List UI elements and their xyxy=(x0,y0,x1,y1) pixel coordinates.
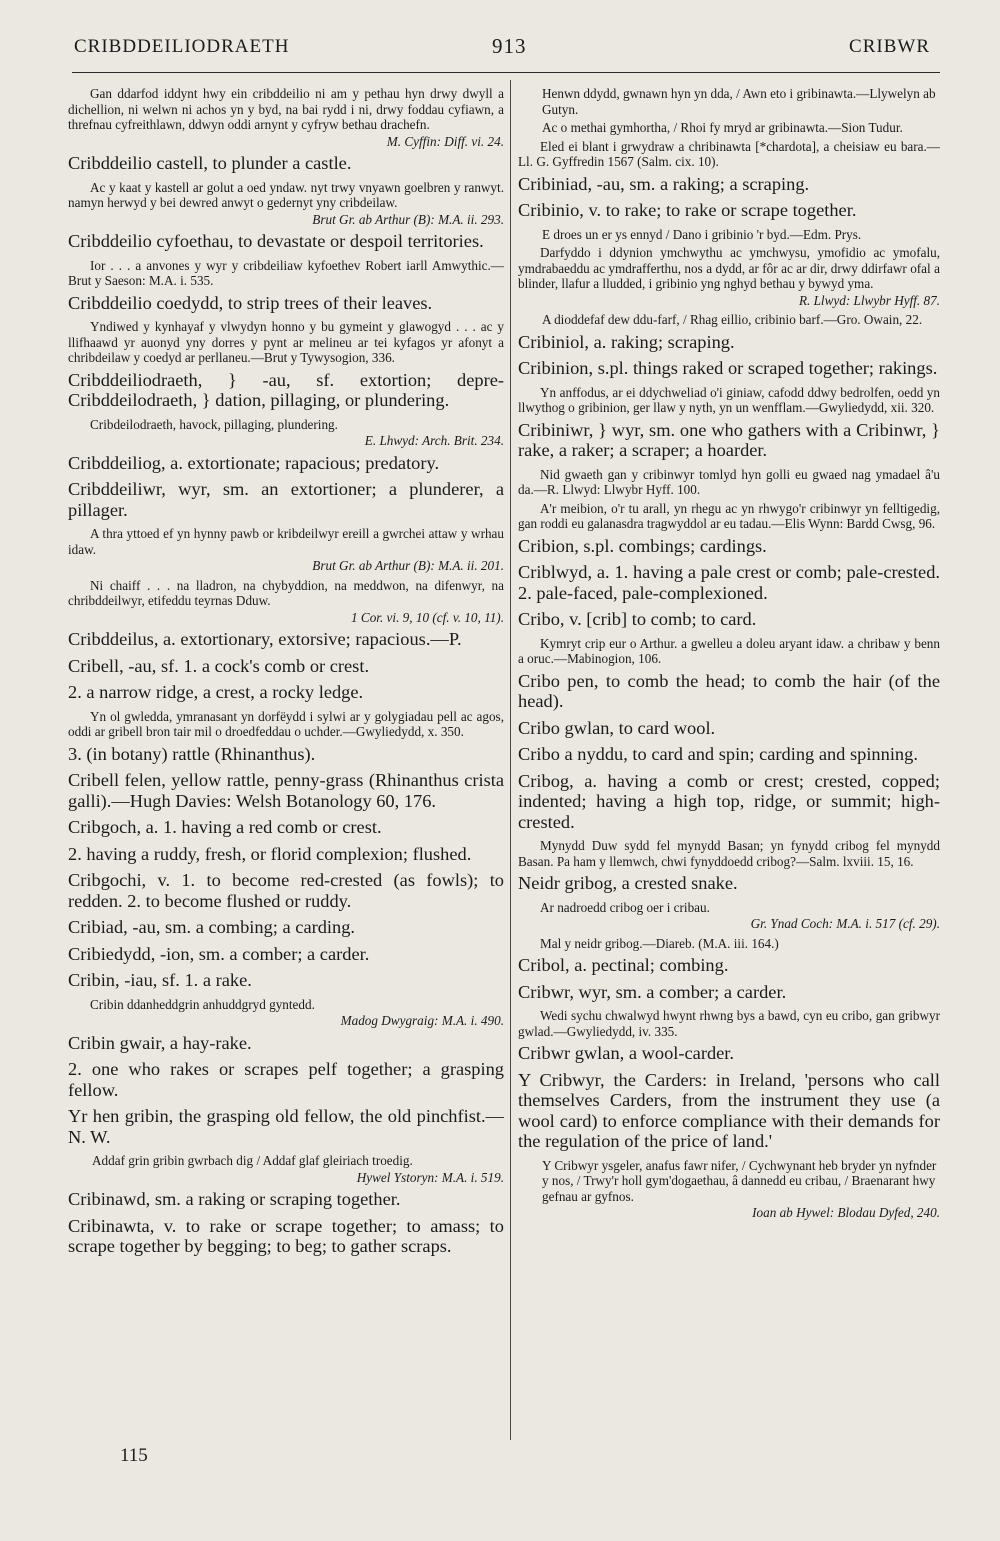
verse-quotation: Henwn ddydd, gwnawn hyn yn dda, / Awn eto i gribinawta.—Llywelyn ab Gutyn. xyxy=(542,86,936,117)
dictionary-entry: Cribog, a. having a comb or crest; crested, copped; indented; having a high top, ridge, or summit; high-crested. xyxy=(518,770,940,832)
dictionary-entry: Cribinawta, v. to rake or scrape together; to amass; to scrape together by begging; to beg; to gather scraps. xyxy=(68,1215,504,1256)
dictionary-entry: Cribwr gwlan, a wool-carder. xyxy=(518,1043,735,1063)
citation-source: E. Lhwyd: Arch. Brit. 234. xyxy=(364,433,504,448)
running-header xyxy=(72,32,940,73)
dictionary-entry: Cribddeilus, a. extortionary, extorsive; rapacious.—P. xyxy=(68,629,462,649)
quotation: A thra yttoed ef yn hynny pawb or kribdeilwyr ereill a gwrchei attaw y wrhau idaw. xyxy=(68,526,504,557)
citation-source: Brut Gr. ab Arthur (B): M.A. ii. 293. xyxy=(312,211,504,227)
header-right-word: CRIBWR xyxy=(849,36,930,57)
dictionary-entry: 2. one who rakes or scrapes pelf together; a grasping fellow. xyxy=(68,1059,504,1100)
left-column xyxy=(68,86,504,1486)
header-left-word: CRIBDDEILIODRAETH xyxy=(74,36,290,57)
quotation: Mynydd Duw sydd fel mynydd Basan; yn fynydd cribog fel mynydd Basan. Pa ham y llemwch, chwi fynyddoedd cribog?—Salm. lxviii. 15, 16. xyxy=(518,838,940,869)
citation-source: Gr. Ynad Coch: M.A. i. 517 (cf. 29). xyxy=(750,916,940,931)
verse-quotation: A dioddefaf dew ddu-farf, / Rhag eillio, cribinio barf.—Gro. Owain, 22. xyxy=(542,312,923,327)
page-number: 913 xyxy=(492,34,527,58)
dictionary-entry: Cribo pen, to comb the head; to comb the hair (of the head). xyxy=(518,670,940,711)
quotation: Nid gwaeth gan y cribinwyr tomlyd hyn golli eu gwaed nag ymadael â'u da.—R. Llwyd: Llwybr Hyff. 100. xyxy=(518,466,940,497)
citation-source: 1 Cor. vi. 9, 10 (cf. v. 10, 11). xyxy=(351,609,504,625)
right-column xyxy=(518,86,940,1456)
dictionary-entry: Neidr gribog, a crested snake. xyxy=(518,873,738,893)
dictionary-entry: Y Cribwyr, the Carders: in Ireland, 'persons who call themselves Carders, from the instrument they use (a wool card) to enforce compliance with their demands for the regulation of the price of land.' xyxy=(518,1069,940,1151)
dictionary-entry: Cribol, a. pectinal; combing. xyxy=(518,955,729,975)
dictionary-entry: Cribgoch, a. 1. having a red comb or crest. xyxy=(68,817,382,837)
dictionary-entry: Cribo a nyddu, to card and spin; carding and spinning. xyxy=(518,744,918,764)
dictionary-entry: Criblwyd, a. 1. having a pale crest or comb; pale-crested. 2. pale-faced, pale-complexioned. xyxy=(518,562,940,603)
citation-source: M. Cyffin: Diff. vi. 24. xyxy=(386,133,504,149)
citation-source: Madog Dwygraig: M.A. i. 490. xyxy=(340,1013,504,1028)
dictionary-entry: Cribion, s.pl. combings; cardings. xyxy=(518,535,767,556)
dictionary-entry: Cribiniol, a. raking; scraping. xyxy=(518,331,735,352)
citation-source: Ioan ab Hywel: Blodau Dyfed, 240. xyxy=(752,1205,940,1220)
dictionary-entry: Cribiedydd, -ion, sm. a comber; a carder. xyxy=(68,943,370,964)
dictionary-entry: Cribddeilio coedydd, to strip trees of their leaves. xyxy=(68,292,433,313)
quotation: Ni chaiff . . . na lladron, na chybyddion, na meddwon, na difenwyr, na chribddeilwyr, etifeddu teyrnas Dduw. xyxy=(68,577,504,608)
dictionary-entry: Cribddeilio castell, to plunder a castle. xyxy=(68,153,352,173)
dictionary-entry: 2. having a ruddy, fresh, or florid complexion; flushed. xyxy=(68,843,472,864)
column-divider xyxy=(510,80,511,1440)
dictionary-entry: Cribddeiliodraeth, } -au, sf. extortion; depre- Cribddeilodraeth, } dation, pillaging, or plundering. xyxy=(68,369,504,410)
dictionary-entry: 3. (in botany) rattle (Rhinanthus). xyxy=(68,743,316,764)
quotation: Kymryt crip eur o Arthur. a gwelleu a doleu aryant idaw. a chribaw y benn a oruc.—Mabinogion, 106. xyxy=(518,635,940,666)
dictionary-entry: Cribgochi, v. 1. to become red-crested (as fowls); to redden. 2. to become flushed or ruddy. xyxy=(68,870,504,911)
verse-quotation: Ac o methai gymhortha, / Rhoi fy mryd ar gribinawta.—Sion Tudur. xyxy=(542,120,903,135)
dictionary-entry: Yr hen gribin, the grasping old fellow, the old pinchfist.—N. W. xyxy=(68,1106,504,1147)
dictionary-entry: Cribinion, s.pl. things raked or scraped together; rakings. xyxy=(518,358,938,378)
quotation: Gan ddarfod iddynt hwy ein cribddeilio ni am y pethau hyn drwy dwyll a dichellion, ni welwn ni achos yn y byd, na bai rydd i ni, drwy foddau cyfiawn, a threfnau cyfreithlawn, ddwyn oddi arnynt y cyfryw bethau drachefn. xyxy=(68,86,504,132)
quotation: Cribin ddanheddgrin anhuddgryd gyntedd. xyxy=(90,996,315,1012)
dictionary-entry: Cribddeiliog, a. extortionate; rapacious; predatory. xyxy=(68,452,440,473)
verse-quotation: Y Cribwyr ysgeler, anafus fawr nifer, / Cychwynant heb bryder yn nyfnder y nos, / Trwy'r holl gym'dogaethau, â dannedd eu cribau, / Braenarant hwy gefnau ar gyfnos. xyxy=(542,1157,937,1204)
quotation: Wedi sychu chwalwyd hwynt rhwng bys a bawd, cyn eu cribo, gan gribwyr gwlad.—Gwyliedydd, iv. 335. xyxy=(518,1008,940,1039)
dictionary-entry: Cribwr, wyr, sm. a comber; a carder. xyxy=(518,981,787,1002)
quotation: Ior . . . a anvones y wyr y cribdeiliaw kyfoethev Robert iarll Amwythic.—Brut y Saeson: M.A. i. 535. xyxy=(68,257,504,288)
dictionary-entry: 2. a narrow ridge, a crest, a rocky ledge. xyxy=(68,682,364,702)
dictionary-entry: Cribddeiliwr, wyr, sm. an extortioner; a plunderer, a pillager. xyxy=(68,479,504,520)
dictionary-entry: Cribddeilio cyfoethau, to devastate or despoil territories. xyxy=(68,231,484,251)
dictionary-entry: Cribiniwr, } wyr, sm. one who gathers with a Cribinwr, } rake, a raker; a scraper; a hoarder. xyxy=(518,419,940,460)
dictionary-entry: Cribo gwlan, to card wool. xyxy=(518,717,716,738)
quotation: Yn ol gwledda, ymranasant yn dorfëydd i sylwi ar y golygiadau pell ac agos, oddi ar gribell bron tair mil o droedfeddau o uchder.—Gwyliedydd, x. 350. xyxy=(68,708,504,739)
dictionary-entry: Cribell felen, yellow rattle, penny-grass (Rhinanthus crista galli).—Hugh Davies: Welsh Botanology 60, 176. xyxy=(68,770,504,811)
verse-quotation: E droes un er ys ennyd / Dano i gribinio 'r byd.—Edm. Prys. xyxy=(542,226,862,242)
dictionary-entry: Cribin, -iau, sf. 1. a rake. xyxy=(68,970,252,990)
quotation: Mal y neidr gribog.—Diareb. (M.A. iii. 164.) xyxy=(540,935,779,951)
dictionary-entry: Cribiniad, -au, sm. a raking; a scraping. xyxy=(518,173,810,194)
citation-source: Brut Gr. ab Arthur (B): M.A. ii. 201. xyxy=(312,558,504,573)
quotation: Ac y kaat y kastell ar golut a oed yndaw. nyt trwy vnyawn goelbren y ranwyt. namyn herwyd y bei dewred anwyt o gedernyt yny cribdeilaw. xyxy=(68,179,504,210)
dictionary-entry: Cribinio, v. to rake; to rake or scrape together. xyxy=(518,200,857,220)
quotation: Yndiwed y kynhayaf y vlwydyn honno y bu gymeint y glawogyd . . . ac y llifhaawd yr auonyd yny dorres y pynt ar melineu ar tei kyfagos yr afonyt a chribdeilaw y coedyd ar perllaneu.—Brut y Tywysogion, 336. xyxy=(68,319,504,365)
quotation: Ar nadroedd cribog oer i cribau. xyxy=(540,899,710,915)
quotation: Darfyddo i ddynion ymchwythu ac ymchwysu, ymofidio ac ymofalu, ymdrabaeddu ac ymdrafferthu, nos a dydd, ar fôr ac ar dir, drwy ddirfawr ofal a blinder, llafur a lludded, i gribinio yng nghyd bethau y bywyd yma. xyxy=(518,245,940,291)
quotation: Yn anffodus, ar ei ddychweliad o'i giniaw, cafodd ddwy bedrolfen, oedd yn llwythog o gribinion, ger llaw y nyth, yn un wenfflam.—Gwyliedydd, xii. 320. xyxy=(518,384,940,415)
dictionary-entry: Cribiad, -au, sm. a combing; a carding. xyxy=(68,917,356,937)
dictionary-entry: Cribin gwair, a hay-rake. xyxy=(68,1032,252,1053)
verse-quotation: Addaf grin gribin gwrbach dig / Addaf glaf gleiriach troedig. xyxy=(92,1153,413,1168)
citation-source: Hywel Ystoryn: M.A. i. 519. xyxy=(356,1169,504,1185)
dictionary-entry: Cribo, v. [crib] to comb; to card. xyxy=(518,609,757,629)
quotation: Eled ei blant i grwydraw a chribinawta [*chardota], a cheisiaw eu bara.—Ll. G. Gyffredin 1567 (Salm. cix. 10). xyxy=(518,138,940,169)
quotation: Cribdeilodraeth, havock, pillaging, plundering. xyxy=(90,416,338,432)
quotation: A'r meibion, o'r tu arall, yn rhegu ac yn rhwygo'r cribinwyr yn felltigedig, gan roddi eu galanasdra tragwyddol ar eu tadau.—Elis Wynn: Bardd Cwsg, 96. xyxy=(518,500,940,531)
signature-folio: 115 xyxy=(120,1445,148,1466)
dictionary-entry: Cribinawd, sm. a raking or scraping together. xyxy=(68,1189,401,1209)
dictionary-entry: Cribell, -au, sf. 1. a cock's comb or crest. xyxy=(68,655,370,676)
citation-source: R. Llwyd: Llwybr Hyff. 87. xyxy=(798,292,940,308)
